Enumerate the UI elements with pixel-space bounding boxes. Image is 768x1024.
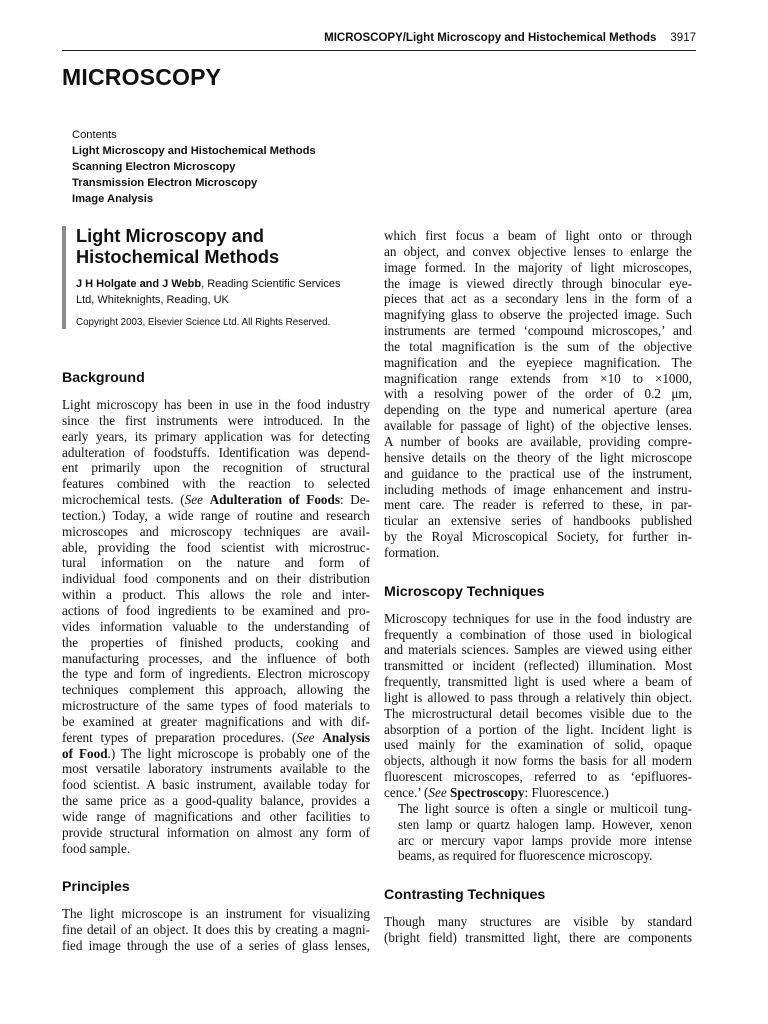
text-line: microscopes and microscopy techniques are avail-: [62, 523, 370, 539]
principles-paragraph: [62, 906, 370, 954]
text-line: absorption of a portion of the light. Incident light is: [384, 721, 692, 737]
text-line: individual food components and on their distribution: [62, 571, 370, 587]
text-line: provide structural information on almost any form of: [62, 824, 370, 840]
text-line: early years, its primary application was for detecting: [62, 428, 370, 444]
text-line: beams, as required for fluorescence microscopy.: [398, 848, 653, 864]
light-source-paragraph: [384, 801, 692, 864]
text-line: frequently, transmitted light is used where a beam of: [384, 674, 692, 690]
text-line: and materials sciences. Samples are viewed using either: [384, 642, 692, 658]
heading-contrasting-techniques: Contrasting Techniques: [384, 887, 546, 904]
text-line: fluorescent microscopes, referred to as ‘epifluores-: [384, 769, 692, 785]
text-line: of Food.) The light microscope is probably one of the: [62, 745, 370, 761]
text-line: microchemical tests. (See Adulteration of Foods: De-: [62, 492, 371, 508]
principles-continued-paragraph: [384, 228, 692, 561]
text-line: techniques complement this approach, allowing the: [62, 682, 370, 698]
text-line: transmitted or incident (reflected) illumination. Most: [384, 658, 692, 674]
running-head: [62, 32, 696, 51]
article-title-line: Light Microscopy and: [76, 226, 264, 246]
heading-background: Background: [62, 370, 145, 386]
text-line: fine detail of an object. It does this by creating a magni-: [62, 922, 370, 938]
text-line: objects, although it now forms the basis for all modern: [384, 753, 692, 769]
right-column: [384, 228, 692, 946]
text-line: used mainly for the examination of solid, opaque: [384, 737, 692, 753]
text-line: an object, and convex objective lenses to enlarge the: [384, 243, 692, 259]
text-line: wide range of magnifications and other facilities to: [62, 808, 370, 824]
text-line: tection.) Today, a wide range of routine and research: [62, 507, 370, 523]
article-authors: [76, 276, 370, 308]
text-line: arc or mercury vapor lamps provide more intense: [398, 832, 692, 848]
copyright-notice: Copyright 2003, Elsevier Science Ltd. All Rights Reserved.: [76, 317, 331, 328]
text-line: fied image through the use of a series of glass lenses,: [62, 938, 370, 954]
text-line: The light source is often a single or multicoil tung-: [398, 800, 692, 816]
section-title: MICROSCOPY: [62, 64, 222, 90]
text-line: the total magnification is the sum of the objective: [384, 338, 692, 354]
text-line: and guidance to the practical use of the instrument,: [384, 465, 692, 481]
text-line: food scientist. A basic instrument, available today for: [62, 777, 370, 793]
page-number: 3917: [670, 32, 696, 44]
text-line: The microstructural detail becomes visible due to the: [384, 705, 692, 721]
article-title-line: Histochemical Methods: [76, 247, 280, 267]
text-line: most versatile laboratory instruments available to the: [62, 761, 370, 777]
article-title: [76, 226, 370, 268]
contrasting-techniques-paragraph: [384, 914, 692, 946]
text-line: ent primarily upon the recognition of structural: [62, 460, 370, 476]
microscopy-techniques-paragraph: [384, 611, 692, 801]
text-line: image formed. In the majority of light microscopes,: [384, 259, 692, 275]
text-line: hensive details on the theory of the light microscope: [384, 449, 692, 465]
text-line: pieces that act as a secondary lens in the form of a: [384, 291, 692, 307]
text-line: tural information on the nature and form of: [62, 555, 370, 571]
text-line: the properties of finished products, cooking and: [62, 634, 370, 650]
contents-item[interactable]: Image Analysis: [72, 193, 154, 205]
text-line: vides information valuable to the understanding of: [62, 618, 370, 634]
text-line: frequently a combination of those used in biological: [384, 626, 692, 642]
text-line: magnifying glass to observe the projected image. Such: [384, 307, 692, 323]
text-line: food sample.: [62, 840, 131, 856]
text-line: the same price as a good-quality balance, provides a: [62, 793, 370, 809]
text-line: features combined with the reaction to selected: [62, 476, 370, 492]
contents-item[interactable]: Transmission Electron Microscopy: [72, 177, 258, 189]
text-line: available for passage of light) of the objective lenses.: [384, 418, 692, 434]
text-line: including methods of image enhancement and instru-: [384, 481, 692, 497]
text-line: cence.’ (See Spectroscopy: Fluorescence.): [384, 785, 609, 800]
text-line: adulteration of foodstuffs. Identification was depend-: [62, 444, 370, 460]
text-line: light is allowed to pass through a relatively thin object.: [384, 689, 692, 705]
running-head-title: MICROSCOPY/Light Microscopy and Histochemical Methods: [324, 32, 657, 44]
text-line: magnification range extends from ×10 to ×1000,: [384, 370, 692, 386]
text-line: sten lamp or quartz halogen lamp. However, xenon: [398, 816, 692, 832]
text-line: instruments are termed ‘compound microscopes,’ and: [384, 323, 692, 339]
text-line: the type and form of ingredients. Electron microscopy: [62, 666, 370, 682]
author-names: J H Holgate and J Webb: [76, 278, 202, 290]
contents-heading: Contents: [72, 129, 117, 141]
heading-microscopy-techniques: Microscopy Techniques: [384, 583, 545, 600]
article-header: [62, 226, 370, 329]
text-line: formation.: [384, 544, 440, 560]
text-line: ferent types of preparation procedures. (See Analysis: [62, 729, 370, 745]
text-line: actions of food ingredients to be examined and pro-: [62, 602, 370, 618]
text-line: manufacturing processes, and the influence of both: [62, 650, 370, 666]
text-line: within a product. This allows the role and inter-: [62, 587, 370, 603]
text-line: be examined at greater magnifications and with dif-: [62, 713, 370, 729]
author-affiliation: Ltd, Whiteknights, Reading, UK: [76, 294, 229, 306]
text-line: A number of books are available, providing compre-: [384, 433, 692, 449]
text-line: microstructure of the same types of food materials to: [62, 698, 370, 714]
contents-list: [72, 127, 316, 207]
heading-principles: Principles: [62, 879, 130, 896]
text-line: (bright field) transmitted light, there are components: [384, 930, 692, 946]
text-line: ment care. The reader is referred to these, in par-: [384, 497, 692, 513]
left-column: [62, 226, 370, 954]
contents-item[interactable]: Light Microscopy and Histochemical Methods: [72, 145, 316, 157]
author-affiliation: , Reading Scientific Services: [201, 278, 341, 290]
text-line: since the first instruments were introduced. In the: [62, 412, 370, 428]
contents-item[interactable]: Scanning Electron Microscopy: [72, 161, 236, 173]
text-line: which first focus a beam of light onto or through: [384, 228, 692, 243]
background-paragraph: [62, 397, 370, 856]
text-line: Microscopy techniques for use in the food industry are: [384, 610, 692, 626]
text-line: The light microscope is an instrument for visualizing: [62, 906, 370, 922]
text-line: magnification and the eyepiece magnification. The: [384, 354, 692, 370]
text-line: depending on the type and numerical aperture (area: [384, 402, 692, 418]
text-line: Though many structures are visible by standard: [384, 914, 692, 930]
text-line: the image is viewed directly through binocular eye-: [384, 275, 692, 291]
text-line: able, providing the food scientist with microstruc-: [62, 539, 370, 555]
text-line: by the Royal Microscopical Society, for further in-: [384, 529, 692, 545]
text-line: ticular an extensive series of handbooks published: [384, 513, 692, 529]
text-line: Light microscopy has been in use in the food industry: [62, 397, 370, 412]
text-line: with a resolving power of the order of 0.2 μm,: [384, 386, 692, 402]
